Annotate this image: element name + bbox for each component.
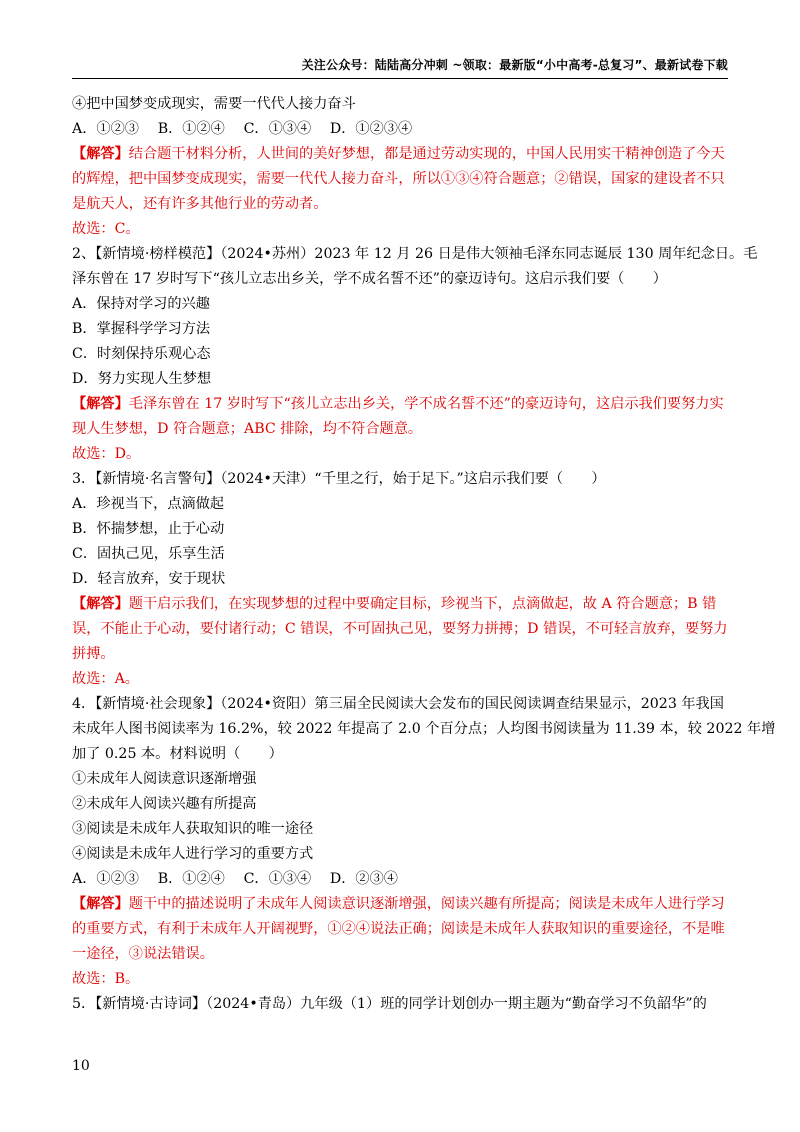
text-line: A．保持对学习的兴趣 [72, 296, 210, 312]
answer-choice: 故选：C。 [72, 221, 140, 237]
answer-tag: 【解答】 [72, 396, 129, 412]
page-content [72, 92, 776, 1017]
text-line: 4．【新情境·社会现象】（2024•资阳）第三届全民阅读大会发布的国民阅读调查结果显示，2023 年我国 [72, 696, 724, 712]
answer-text: 现人生梦想，D 符合题意；ABC 排除，均不符合题意。 [72, 421, 423, 437]
text-line: C．固执己见，乐享生活 [72, 546, 225, 562]
answer-text: 的重要方式，有利于未成年人开阔视野，①②④说法正确；阅读是未成年人获取知识的重要途径，不是唯 [72, 921, 725, 937]
text-line: ④阅读是未成年人进行学习的重要方式 [72, 846, 314, 862]
text-line: ①未成年人阅读意识逐渐增强 [72, 771, 257, 787]
answer-choice: 故选：A。 [72, 671, 139, 687]
answer-line [72, 167, 732, 192]
text-line: 未成年人图书阅读率为 16.2%，较 2022 年提高了 2.0 个百分点；人均图书阅读量为 11.39 本，较 2022 年增 [72, 721, 776, 737]
answer-line [72, 592, 732, 617]
answer-text: 毛泽东曾在 17 岁时写下“孩儿立志出乡关，学不成名誓不还”的豪迈诗句，这启示我们要努力实 [128, 396, 724, 412]
answer-text: 结合题干材料分析，人世间的美好梦想，都是通过劳动实现的，中国人民用实干精神创造了今天 [128, 146, 725, 162]
text-line: 加了 0.25 本。材料说明（ ） [72, 746, 283, 762]
answer-text: 误，不能止于心动，要付诸行动；C 错误，不可固执己见，要努力拼搏；D 错误，不可轻言放弃，要努力 [72, 621, 728, 637]
text-line: D．努力实现人生梦想 [72, 371, 212, 387]
answer-line [72, 192, 732, 217]
answer-text: 题干启示我们，在实现梦想的过程中要确定目标，珍视当下，点滴做起，故 A 符合题意；B 错 [128, 596, 717, 612]
answer-text: 一途径，③说法错误。 [72, 946, 214, 962]
answer-text: 拼搏。 [72, 646, 115, 662]
text-line: C．时刻保持乐观心态 [72, 346, 211, 362]
answer-line [72, 142, 732, 167]
text-line: 泽东曾在 17 岁时写下“孩儿立志出乡关，学不成名誓不还”的豪迈诗句。这启示我们要（ ） [72, 271, 667, 287]
text-line: A．①②③ B．①②④ C．①③④ D．②③④ [72, 871, 398, 887]
answer-line [72, 942, 732, 967]
text-line: 5．【新情境·古诗词】（2024•青岛）九年级（1）班的同学计划创办一期主题为“勤奋学习不负韶华”的 [72, 996, 707, 1012]
text-line: ④把中国梦变成现实，需要一代代人接力奋斗 [72, 96, 356, 112]
answer-text: 的辉煌，把中国梦变成现实，需要一代代人接力奋斗，所以①③④符合题意；②错误，国家的建设者不只 [72, 171, 725, 187]
answer-choice: 故选：B。 [72, 971, 140, 987]
text-line: 3．【新情境·名言警句】（2024•天津）“千里之行，始于足下。”这启示我们要（ ） [72, 471, 606, 487]
text-line: ③阅读是未成年人获取知识的唯一途径 [72, 821, 314, 837]
text-line: ②未成年人阅读兴趣有所提高 [72, 796, 257, 812]
answer-line [72, 617, 732, 642]
text-line: A．①②③ B．①②④ C．①③④ D．①②③④ [72, 121, 413, 137]
answer-line [72, 392, 732, 417]
text-line: A．珍视当下，点滴做起 [72, 496, 225, 512]
answer-choice: 故选：D。 [72, 446, 141, 462]
answer-tag: 【解答】 [72, 596, 129, 612]
header-rule [72, 78, 728, 79]
answer-line [72, 917, 732, 942]
page-header: 关注公众号：陆陆高分冲刺 ~领取：最新版“小中高考-总复习”、最新试卷下载 [301, 58, 728, 72]
page-number: 10 [72, 1058, 90, 1074]
answer-text: 是航天人，还有许多其他行业的劳动者。 [72, 196, 328, 212]
answer-line [72, 417, 732, 442]
answer-tag: 【解答】 [72, 896, 129, 912]
text-line: B．掌握科学学习方法 [72, 321, 211, 337]
text-line: D．轻言放弃，安于现状 [72, 571, 226, 587]
answer-line [72, 892, 732, 917]
answer-text: 题干中的描述说明了未成年人阅读意识逐渐增强，阅读兴趣有所提高；阅读是未成年人进行学习 [128, 896, 725, 912]
text-line: 2、【新情境·榜样模范】（2024•苏州）2023 年 12 月 26 日是伟大领袖毛泽东同志诞辰 130 周年纪念日。毛 [72, 246, 758, 262]
answer-line [72, 642, 732, 667]
text-line: B．怀揣梦想，止于心动 [72, 521, 225, 537]
answer-tag: 【解答】 [72, 146, 129, 162]
